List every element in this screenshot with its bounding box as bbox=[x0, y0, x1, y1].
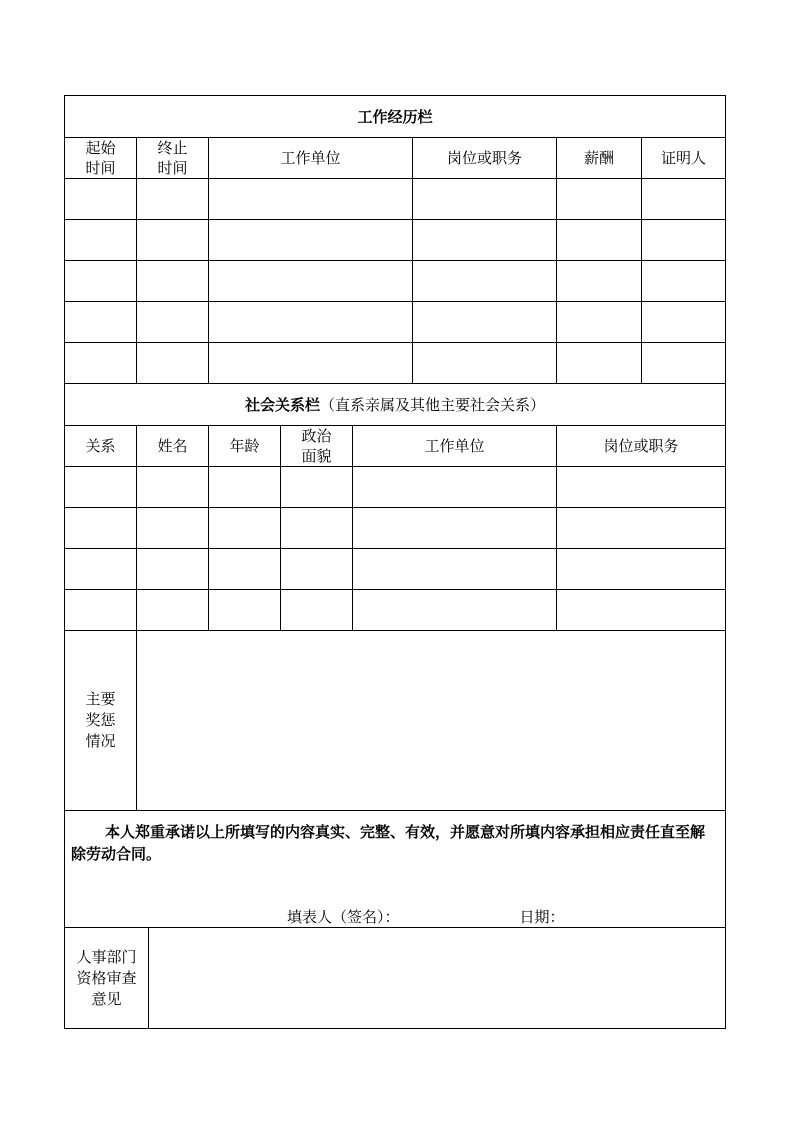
name-header: 姓名 bbox=[137, 426, 209, 467]
cell[interactable] bbox=[642, 261, 726, 302]
cell[interactable] bbox=[557, 508, 726, 549]
statement-text: 本人郑重承诺以上所填写的内容真实、完整、有效，并愿意对所填内容承担相应责任直至解除劳动合同。 bbox=[71, 823, 706, 863]
cell[interactable] bbox=[137, 343, 209, 384]
rewards-label: 主要 奖惩 情况 bbox=[65, 631, 137, 811]
cell[interactable] bbox=[413, 179, 557, 220]
cell[interactable] bbox=[281, 590, 353, 631]
cell[interactable] bbox=[209, 467, 281, 508]
cell[interactable] bbox=[65, 220, 137, 261]
political-status-header: 政治 面貌 bbox=[281, 426, 353, 467]
work-unit-header: 工作单位 bbox=[209, 138, 413, 179]
cell[interactable] bbox=[137, 261, 209, 302]
hr-review-field[interactable] bbox=[149, 928, 726, 1029]
position-header: 岗位或职务 bbox=[413, 138, 557, 179]
cell[interactable] bbox=[137, 302, 209, 343]
cell[interactable] bbox=[353, 467, 557, 508]
cell[interactable] bbox=[137, 179, 209, 220]
cell[interactable] bbox=[209, 343, 413, 384]
social-row bbox=[65, 467, 726, 508]
cell[interactable] bbox=[557, 343, 642, 384]
cell[interactable] bbox=[209, 549, 281, 590]
cell[interactable] bbox=[137, 467, 209, 508]
social-row bbox=[65, 549, 726, 590]
social-row bbox=[65, 590, 726, 631]
rewards-field[interactable] bbox=[137, 631, 726, 811]
start-time-header: 起始 时间 bbox=[65, 138, 137, 179]
work-row bbox=[65, 179, 726, 220]
cell[interactable] bbox=[209, 508, 281, 549]
cell[interactable] bbox=[281, 508, 353, 549]
cell[interactable] bbox=[137, 508, 209, 549]
salary-header: 薪酬 bbox=[557, 138, 642, 179]
work-row bbox=[65, 343, 726, 384]
cell[interactable] bbox=[65, 549, 137, 590]
cell[interactable] bbox=[209, 179, 413, 220]
cell[interactable] bbox=[413, 302, 557, 343]
cell[interactable] bbox=[137, 590, 209, 631]
cell[interactable] bbox=[65, 179, 137, 220]
cell[interactable] bbox=[137, 220, 209, 261]
social-relations-title bbox=[65, 384, 726, 426]
age-header: 年龄 bbox=[209, 426, 281, 467]
cell[interactable] bbox=[557, 467, 726, 508]
end-time-header: 终止 时间 bbox=[137, 138, 209, 179]
cell[interactable] bbox=[137, 549, 209, 590]
cell[interactable] bbox=[209, 220, 413, 261]
cell[interactable] bbox=[413, 261, 557, 302]
statement-table bbox=[64, 811, 726, 1029]
relation-header: 关系 bbox=[65, 426, 137, 467]
cell[interactable] bbox=[557, 302, 642, 343]
cell[interactable] bbox=[281, 467, 353, 508]
cell[interactable] bbox=[642, 220, 726, 261]
work-row bbox=[65, 220, 726, 261]
work-social-table bbox=[64, 95, 726, 811]
witness-header: 证明人 bbox=[642, 138, 726, 179]
cell[interactable] bbox=[557, 549, 726, 590]
cell[interactable] bbox=[353, 549, 557, 590]
cell[interactable] bbox=[557, 220, 642, 261]
date-label: 日期： bbox=[519, 908, 565, 926]
cell[interactable] bbox=[65, 343, 137, 384]
work-row bbox=[65, 302, 726, 343]
social-row bbox=[65, 508, 726, 549]
statement-cell bbox=[65, 811, 726, 928]
cell[interactable] bbox=[413, 220, 557, 261]
filler-label: 填表人（签名）： bbox=[287, 908, 400, 926]
cell[interactable] bbox=[413, 343, 557, 384]
cell[interactable] bbox=[209, 302, 413, 343]
cell[interactable] bbox=[642, 179, 726, 220]
cell[interactable] bbox=[557, 179, 642, 220]
cell[interactable] bbox=[65, 590, 137, 631]
employment-form bbox=[64, 95, 725, 1029]
work-row bbox=[65, 261, 726, 302]
cell[interactable] bbox=[65, 467, 137, 508]
social-unit-header: 工作单位 bbox=[353, 426, 557, 467]
cell[interactable] bbox=[209, 261, 413, 302]
cell[interactable] bbox=[65, 508, 137, 549]
cell[interactable] bbox=[557, 261, 642, 302]
work-history-title: 工作经历栏 bbox=[65, 96, 726, 138]
cell[interactable] bbox=[642, 302, 726, 343]
cell[interactable] bbox=[281, 549, 353, 590]
cell[interactable] bbox=[353, 508, 557, 549]
cell[interactable] bbox=[65, 261, 137, 302]
hr-review-label: 人事部门 资格审查 意见 bbox=[65, 928, 149, 1029]
cell[interactable] bbox=[557, 590, 726, 631]
cell[interactable] bbox=[209, 590, 281, 631]
cell[interactable] bbox=[353, 590, 557, 631]
social-position-header: 岗位或职务 bbox=[557, 426, 726, 467]
signature-line bbox=[65, 893, 725, 927]
social-title-note: （直系亲属及其他主要社会关系） bbox=[320, 395, 546, 414]
cell[interactable] bbox=[642, 343, 726, 384]
cell[interactable] bbox=[65, 302, 137, 343]
social-title-text: 社会关系栏 bbox=[245, 395, 321, 414]
